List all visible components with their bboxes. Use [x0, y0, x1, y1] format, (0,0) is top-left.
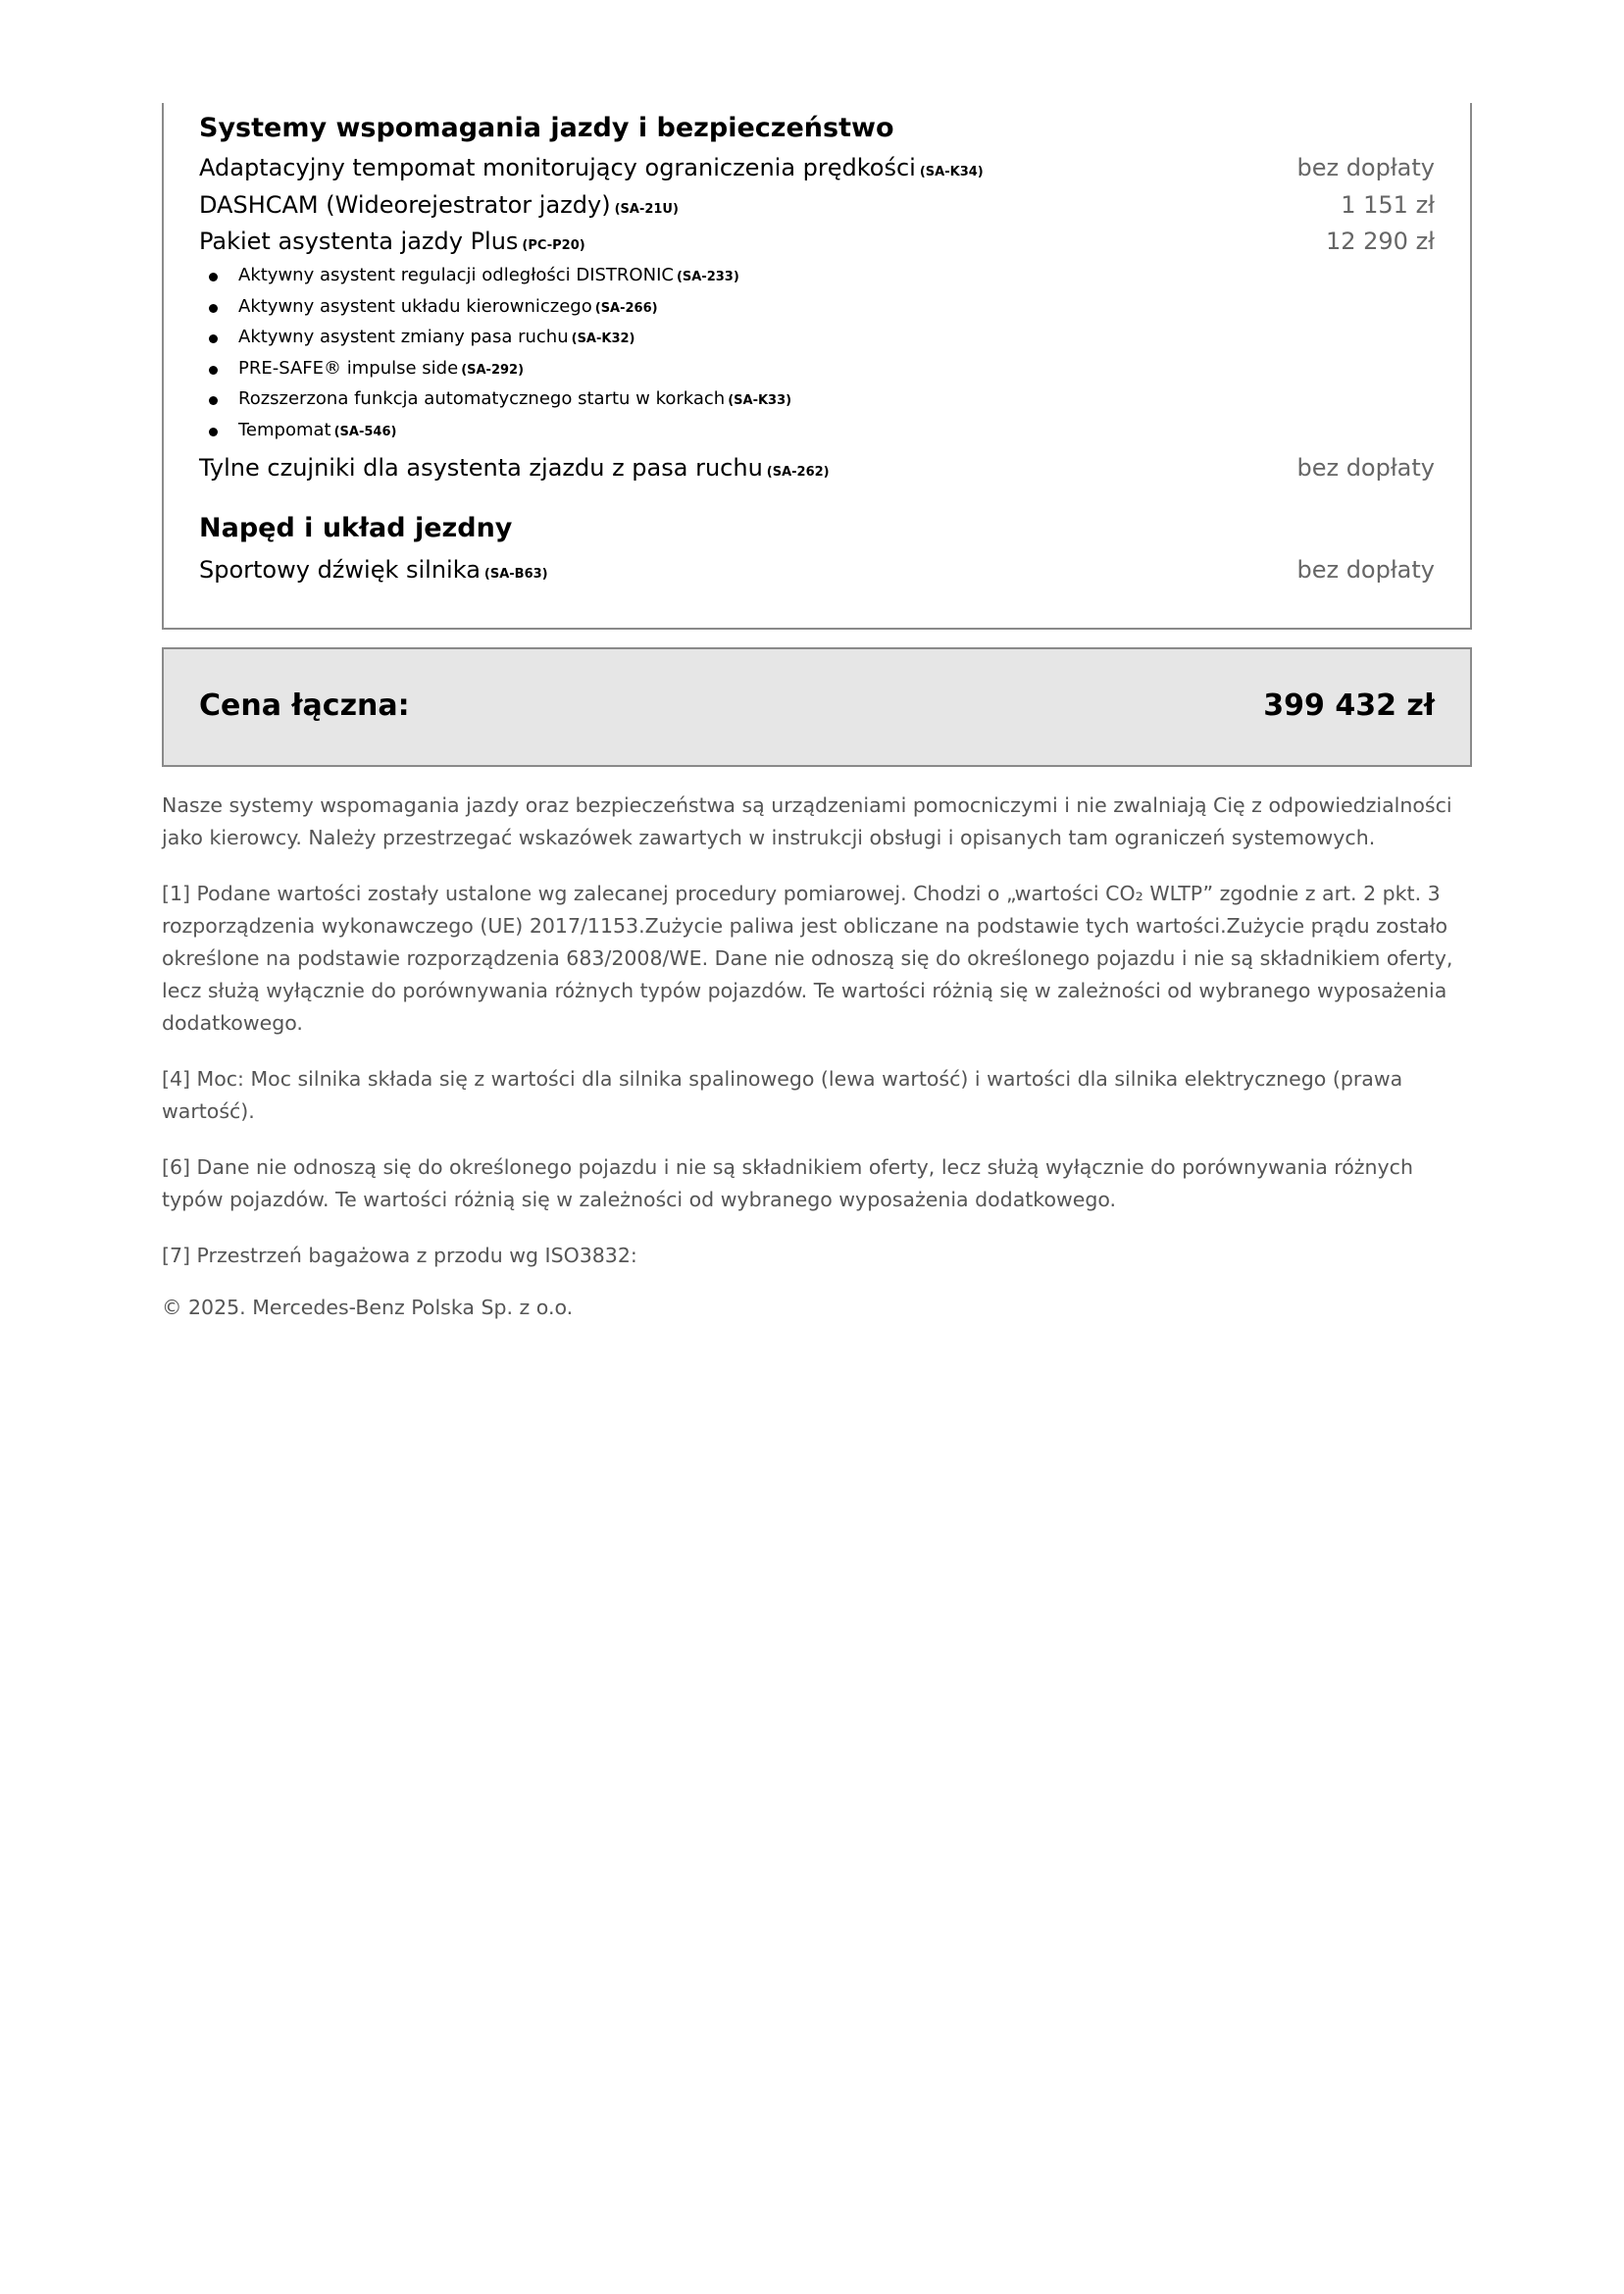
- option-code: (SA-K33): [728, 393, 792, 408]
- option-code: (PC-P20): [522, 238, 585, 253]
- option-label: DASHCAM (Wideorejestrator jazdy) (SA-21U): [199, 191, 679, 219]
- section-title-drivetrain: Napęd i układ jezdny: [199, 513, 513, 543]
- list-item: Aktywny asystent regulacji odległości DISTRONIC (SA-233): [199, 265, 791, 296]
- list-item: Tempomat (SA-546): [199, 420, 791, 451]
- option-price: 12 290 zł: [1325, 228, 1435, 255]
- option-label: Pakiet asystenta jazdy Plus (PC-P20): [199, 228, 585, 255]
- option-row: [199, 454, 1435, 485]
- footnote-1: [1] Podane wartości zostały ustalone wg zalecanej procedury pomiarowej. Chodzi o „wartości CO₂ WLTP” zgodnie z art. 2 pkt. 3 rozporządzenia wykonawczego (UE) 2017/1153.Zużycie paliwa jest obliczane na podstawie tych wartości.Zużycie prądu zostało określone na podstawie rozporządzenia 683/2008/WE. Dane nie odnoszą się do określonego pojazdu i nie są składnikiem oferty, lecz służą wyłącznie do porównywania różnych typów pojazdów. Te wartości różnią się w zależności od wybranego wyposażenia dodatkowego.: [162, 882, 1453, 1035]
- option-code: (SA-233): [676, 270, 739, 284]
- list-item: Aktywny asystent układu kierowniczego (SA-266): [199, 296, 791, 328]
- option-code: (SA-262): [766, 465, 830, 480]
- footnotes: [162, 790, 1476, 1348]
- option-code: (SA-K34): [919, 165, 984, 179]
- footnote-6: [6] Dane nie odnoszą się do określonego pojazdu i nie są składnikiem oferty, lecz służą wyłącznie do porównywania różnych typów pojazdów. Te wartości różnią się w zależności od wybranego wyposażenia dodatkowego.: [162, 1155, 1413, 1211]
- options-box: [162, 103, 1472, 630]
- footnote-7: [7] Przestrzeń bagażowa z przodu wg ISO3832:: [162, 1244, 637, 1267]
- option-label: Sportowy dźwięk silnika (SA-B63): [199, 556, 548, 584]
- list-item: Aktywny asystent zmiany pasa ruchu (SA-K32): [199, 327, 791, 358]
- package-contents-list: [199, 265, 791, 450]
- option-price: bez dopłaty: [1296, 454, 1435, 482]
- option-code: (SA-K32): [571, 331, 635, 346]
- bullet-icon: [209, 273, 218, 281]
- section-title-assistance: Systemy wspomagania jazdy i bezpieczeństwo: [199, 113, 894, 143]
- option-price: bez dopłaty: [1296, 556, 1435, 584]
- option-code: (SA-292): [461, 362, 525, 378]
- bullet-icon: [209, 366, 218, 375]
- list-item: PRE-SAFE® impulse side (SA-292): [199, 358, 791, 389]
- option-row: [199, 191, 1435, 223]
- option-code: (SA-546): [333, 424, 397, 439]
- option-code: (SA-21U): [614, 202, 679, 217]
- option-price: bez dopłaty: [1296, 154, 1435, 181]
- disclaimer-text: Nasze systemy wspomagania jazdy oraz bezpieczeństwa są urządzeniami pomocniczymi i nie zwalniają Cię z odpowiedzialności jako kierowcy. Należy przestrzegać wskazówek zawartych w instrukcji obsługi i opisanych tam ograniczeń systemowych.: [162, 793, 1452, 849]
- option-row: [199, 556, 1435, 587]
- bullet-icon: [209, 428, 218, 436]
- option-code: (SA-266): [594, 300, 658, 316]
- bullet-icon: [209, 334, 218, 343]
- option-row: [199, 228, 1435, 259]
- bullet-icon: [209, 396, 218, 405]
- list-item: Rozszerzona funkcja automatycznego startu w korkach (SA-K33): [199, 388, 791, 420]
- copyright: © 2025. Mercedes-Benz Polska Sp. z o.o.: [162, 1296, 574, 1319]
- total-price-box: [162, 647, 1472, 767]
- option-row: [199, 154, 1435, 185]
- footnote-4: [4] Moc: Moc silnika składa się z wartości dla silnika spalinowego (lewa wartość) i wartości dla silnika elektrycznego (prawa wartość).: [162, 1067, 1403, 1123]
- option-code: (SA-B63): [483, 567, 548, 582]
- option-label: Adaptacyjny tempomat monitorujący ograniczenia prędkości (SA-K34): [199, 154, 984, 181]
- option-label: Tylne czujniki dla asystenta zjazdu z pasa ruchu (SA-262): [199, 454, 830, 482]
- total-label: Cena łączna:: [199, 688, 410, 723]
- total-value: 399 432 zł: [1263, 688, 1435, 723]
- option-price: 1 151 zł: [1341, 191, 1435, 219]
- bullet-icon: [209, 304, 218, 313]
